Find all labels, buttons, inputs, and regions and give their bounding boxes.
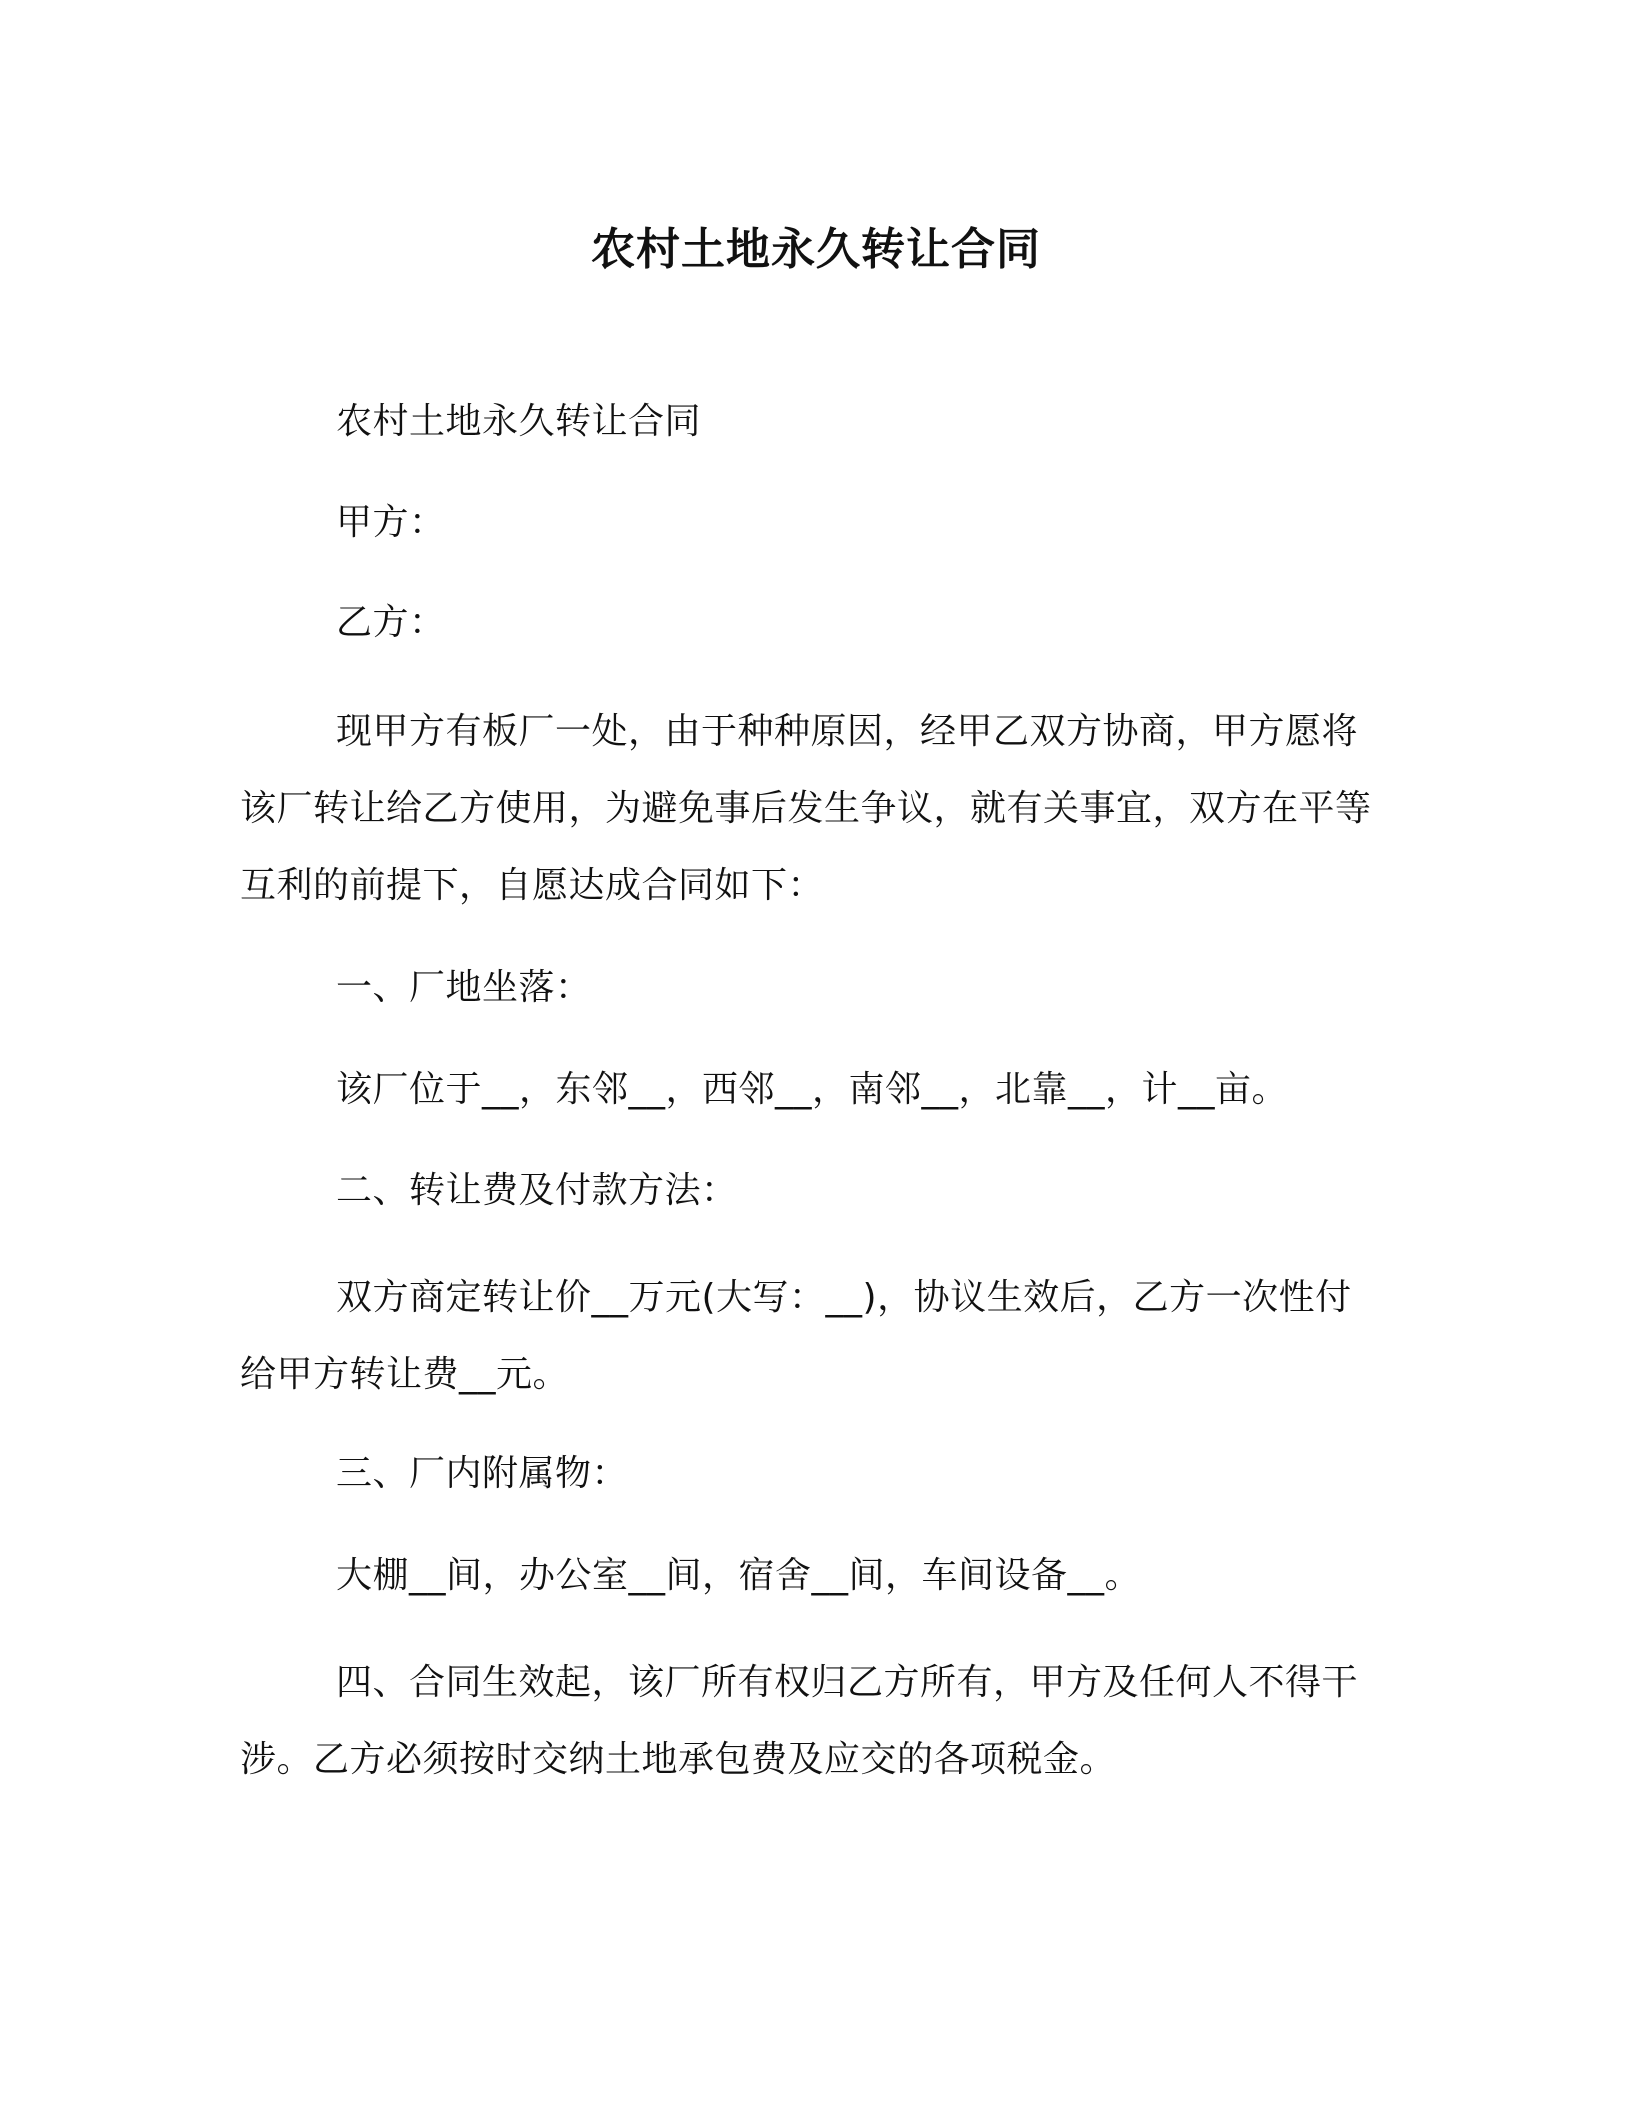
section-2-heading: 二、转让费及付款方法： (336, 1170, 738, 1211)
section-2-text: 双方商定转让价__万元(大写：__)，协议生效后，乙方一次性付给甲方转让费__元。 (240, 1277, 1352, 1395)
intro-paragraph: 现甲方有板厂一处，由于种种原因，经甲乙双方协商，甲方愿将该厂转让给乙方使用，为避免事后发生争议，就有关事宜，双方在平等互利的前提下，自愿达成合同如下： (240, 711, 1372, 906)
section-3-text: 大棚__间，办公室__间，宿舍__间，车间设备__。 (336, 1555, 1142, 1596)
party-b-label: 乙方： (336, 602, 446, 643)
document-subtitle: 农村土地永久转让合同 (336, 401, 702, 442)
section-1-text: 该厂位于__，东邻__，西邻__，南邻__，北靠__，计__亩。 (336, 1069, 1289, 1110)
document-title: 农村土地永久转让合同 (591, 224, 1041, 275)
section-3-heading: 三、厂内附属物： (336, 1453, 629, 1494)
party-a-label: 甲方： (336, 502, 446, 543)
clause-four-paragraph: 四、合同生效起，该厂所有权归乙方所有，甲方及任何人不得干涉。乙方必须按时交纳土地承包费及应交的各项税金。 (240, 1662, 1359, 1780)
section-1-heading: 一、厂地坐落： (336, 967, 592, 1008)
